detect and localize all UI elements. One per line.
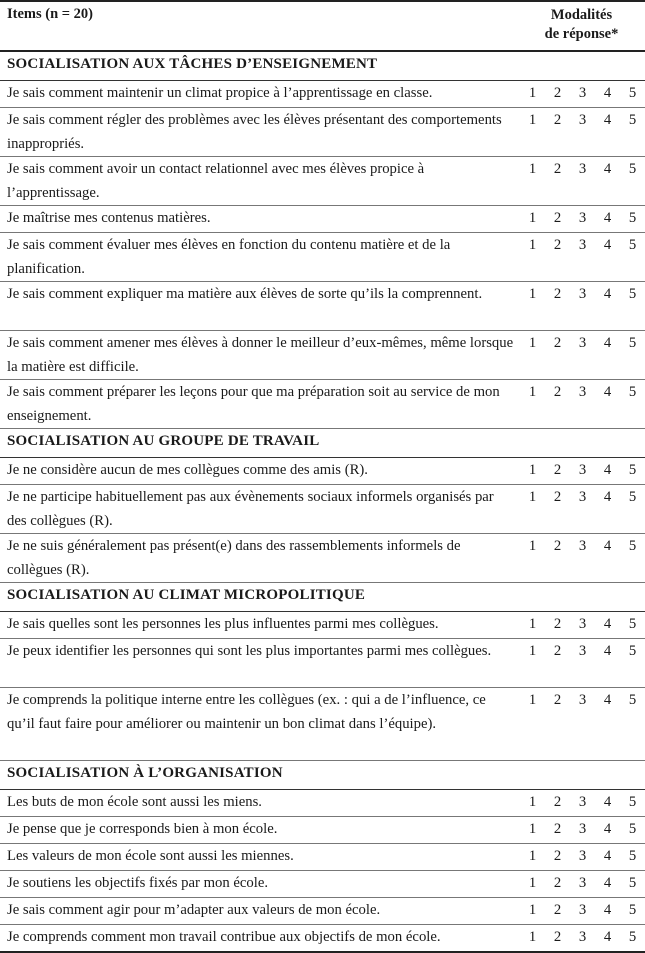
scale-option-4: 4 (595, 790, 620, 817)
scale-option-4: 4 (595, 157, 620, 206)
scale-option-1: 1 (520, 817, 545, 844)
scale-option-4: 4 (595, 612, 620, 639)
scale-option-2: 2 (545, 282, 570, 331)
item-statement: Je ne participe habituellement pas aux évènements sociaux informels organisés par des collègues (R). (0, 485, 520, 534)
scale-option-2: 2 (545, 233, 570, 282)
scale-option-3: 3 (570, 925, 595, 953)
scale-option-5: 5 (620, 817, 645, 844)
section-header-row (0, 761, 645, 790)
scale-option-2: 2 (545, 380, 570, 429)
item-statement: Je comprends la politique interne entre les collègues (ex. : qui a de l’influence, ce qu’il faut faire pour améliorer ou maintenir un bon climat dans l’équipe). (0, 688, 520, 761)
scale-option-2: 2 (545, 639, 570, 688)
item-row (0, 871, 645, 898)
section-title: SOCIALISATION AU GROUPE DE TRAVAIL (0, 429, 645, 458)
scale-option-4: 4 (595, 898, 620, 925)
scale-option-5: 5 (620, 380, 645, 429)
item-statement: Je soutiens les objectifs fixés par mon école. (0, 871, 520, 898)
item-row (0, 233, 645, 282)
item-statement: Je maîtrise mes contenus matières. (0, 206, 520, 233)
scale-option-5: 5 (620, 157, 645, 206)
scale-option-4: 4 (595, 81, 620, 108)
scale-option-5: 5 (620, 108, 645, 157)
item-statement: Je peux identifier les personnes qui sont les plus importantes parmi mes collègues. (0, 639, 520, 688)
scale-option-3: 3 (570, 844, 595, 871)
scale-option-4: 4 (595, 534, 620, 583)
item-row (0, 534, 645, 583)
scale-option-5: 5 (620, 639, 645, 688)
scale-option-3: 3 (570, 871, 595, 898)
scale-option-5: 5 (620, 282, 645, 331)
scale-option-2: 2 (545, 331, 570, 380)
scale-option-5: 5 (620, 458, 645, 485)
scale-option-4: 4 (595, 108, 620, 157)
item-row (0, 844, 645, 871)
item-row (0, 612, 645, 639)
scale-option-4: 4 (595, 282, 620, 331)
scale-option-5: 5 (620, 898, 645, 925)
item-row (0, 925, 645, 953)
item-row (0, 790, 645, 817)
scale-option-1: 1 (520, 485, 545, 534)
item-statement: Les valeurs de mon école sont aussi les miennes. (0, 844, 520, 871)
scale-option-2: 2 (545, 108, 570, 157)
scale-option-3: 3 (570, 534, 595, 583)
questionnaire-body (0, 1, 645, 952)
scale-option-1: 1 (520, 790, 545, 817)
scale-option-1: 1 (520, 612, 545, 639)
scale-option-5: 5 (620, 331, 645, 380)
item-statement: Je sais comment agir pour m’adapter aux valeurs de mon école. (0, 898, 520, 925)
item-statement: Je pense que je corresponds bien à mon école. (0, 817, 520, 844)
scale-option-4: 4 (595, 925, 620, 953)
item-row (0, 157, 645, 206)
item-statement: Je comprends comment mon travail contribue aux objectifs de mon école. (0, 925, 520, 953)
section-header-row (0, 429, 645, 458)
modalities-line-2: de réponse* (544, 26, 619, 42)
item-statement: Je sais comment amener mes élèves à donner le meilleur d’eux-mêmes, même lorsque la matière est difficile. (0, 331, 520, 380)
item-statement: Je sais comment avoir un contact relationnel avec mes élèves propice à l’apprentissage. (0, 157, 520, 206)
item-row (0, 81, 645, 108)
item-row (0, 380, 645, 429)
item-row (0, 817, 645, 844)
item-row (0, 639, 645, 688)
scale-option-1: 1 (520, 233, 545, 282)
scale-option-4: 4 (595, 844, 620, 871)
scale-option-3: 3 (570, 206, 595, 233)
scale-option-4: 4 (595, 817, 620, 844)
scale-option-1: 1 (520, 81, 545, 108)
scale-option-3: 3 (570, 331, 595, 380)
scale-option-2: 2 (545, 81, 570, 108)
scale-option-4: 4 (595, 380, 620, 429)
scale-option-2: 2 (545, 688, 570, 761)
scale-option-4: 4 (595, 639, 620, 688)
scale-option-3: 3 (570, 790, 595, 817)
scale-option-5: 5 (620, 844, 645, 871)
scale-option-5: 5 (620, 81, 645, 108)
item-statement: Je sais comment évaluer mes élèves en fonction du contenu matière et de la planification. (0, 233, 520, 282)
item-statement: Je ne considère aucun de mes collègues comme des amis (R). (0, 458, 520, 485)
section-title: SOCIALISATION AU CLIMAT MICROPOLITIQUE (0, 583, 645, 612)
scale-option-2: 2 (545, 790, 570, 817)
scale-option-2: 2 (545, 157, 570, 206)
scale-option-4: 4 (595, 458, 620, 485)
item-row (0, 331, 645, 380)
scale-option-3: 3 (570, 380, 595, 429)
scale-option-2: 2 (545, 871, 570, 898)
section-header-row (0, 51, 645, 81)
item-row (0, 898, 645, 925)
scale-option-5: 5 (620, 871, 645, 898)
scale-option-2: 2 (545, 206, 570, 233)
scale-option-4: 4 (595, 331, 620, 380)
item-statement: Je sais quelles sont les personnes les plus influentes parmi mes collègues. (0, 612, 520, 639)
scale-option-3: 3 (570, 282, 595, 331)
section-header-row (0, 583, 645, 612)
scale-option-2: 2 (545, 458, 570, 485)
table-header-row (0, 1, 645, 51)
item-row (0, 282, 645, 331)
scale-option-3: 3 (570, 108, 595, 157)
scale-option-1: 1 (520, 871, 545, 898)
scale-option-1: 1 (520, 157, 545, 206)
scale-option-4: 4 (595, 233, 620, 282)
scale-option-3: 3 (570, 688, 595, 761)
scale-option-1: 1 (520, 331, 545, 380)
scale-option-2: 2 (545, 817, 570, 844)
scale-option-3: 3 (570, 458, 595, 485)
item-statement: Je sais comment régler des problèmes avec les élèves présentant des comportements inappropriés. (0, 108, 520, 157)
scale-option-2: 2 (545, 898, 570, 925)
scale-option-5: 5 (620, 688, 645, 761)
scale-option-4: 4 (595, 206, 620, 233)
scale-option-1: 1 (520, 206, 545, 233)
scale-option-2: 2 (545, 925, 570, 953)
scale-option-1: 1 (520, 688, 545, 761)
scale-option-1: 1 (520, 282, 545, 331)
scale-option-5: 5 (620, 790, 645, 817)
scale-option-3: 3 (570, 157, 595, 206)
scale-option-3: 3 (570, 485, 595, 534)
section-title: SOCIALISATION À L’ORGANISATION (0, 761, 645, 790)
scale-option-5: 5 (620, 925, 645, 953)
scale-option-2: 2 (545, 844, 570, 871)
scale-option-4: 4 (595, 485, 620, 534)
scale-option-5: 5 (620, 612, 645, 639)
scale-option-2: 2 (545, 534, 570, 583)
scale-option-3: 3 (570, 639, 595, 688)
scale-option-1: 1 (520, 898, 545, 925)
item-row (0, 458, 645, 485)
scale-option-1: 1 (520, 534, 545, 583)
modalities-line-1: Modalités (550, 7, 613, 23)
scale-option-4: 4 (595, 688, 620, 761)
items-count-header: Items (n = 20) (0, 1, 520, 51)
scale-option-1: 1 (520, 925, 545, 953)
item-row (0, 206, 645, 233)
section-title: SOCIALISATION AUX TÂCHES D’ENSEIGNEMENT (0, 51, 645, 81)
item-statement: Les buts de mon école sont aussi les miens. (0, 790, 520, 817)
scale-option-3: 3 (570, 81, 595, 108)
scale-option-1: 1 (520, 380, 545, 429)
item-statement: Je sais comment expliquer ma matière aux élèves de sorte qu’ils la comprennent. (0, 282, 520, 331)
scale-option-3: 3 (570, 612, 595, 639)
scale-option-5: 5 (620, 233, 645, 282)
item-row (0, 108, 645, 157)
item-statement: Je sais comment préparer les leçons pour que ma préparation soit au service de mon enseignement. (0, 380, 520, 429)
scale-option-2: 2 (545, 612, 570, 639)
scale-option-1: 1 (520, 108, 545, 157)
scale-option-1: 1 (520, 639, 545, 688)
scale-option-4: 4 (595, 871, 620, 898)
item-row (0, 688, 645, 761)
scale-option-5: 5 (620, 206, 645, 233)
scale-option-1: 1 (520, 844, 545, 871)
scale-option-2: 2 (545, 485, 570, 534)
scale-option-1: 1 (520, 458, 545, 485)
item-statement: Je ne suis généralement pas présent(e) dans des rassemblements informels de collègues (R). (0, 534, 520, 583)
scale-option-3: 3 (570, 898, 595, 925)
scale-option-5: 5 (620, 534, 645, 583)
scale-option-5: 5 (620, 485, 645, 534)
item-statement: Je sais comment maintenir un climat propice à l’apprentissage en classe. (0, 81, 520, 108)
item-row (0, 485, 645, 534)
response-modalities-header (520, 1, 645, 51)
scale-option-3: 3 (570, 233, 595, 282)
scale-option-3: 3 (570, 817, 595, 844)
